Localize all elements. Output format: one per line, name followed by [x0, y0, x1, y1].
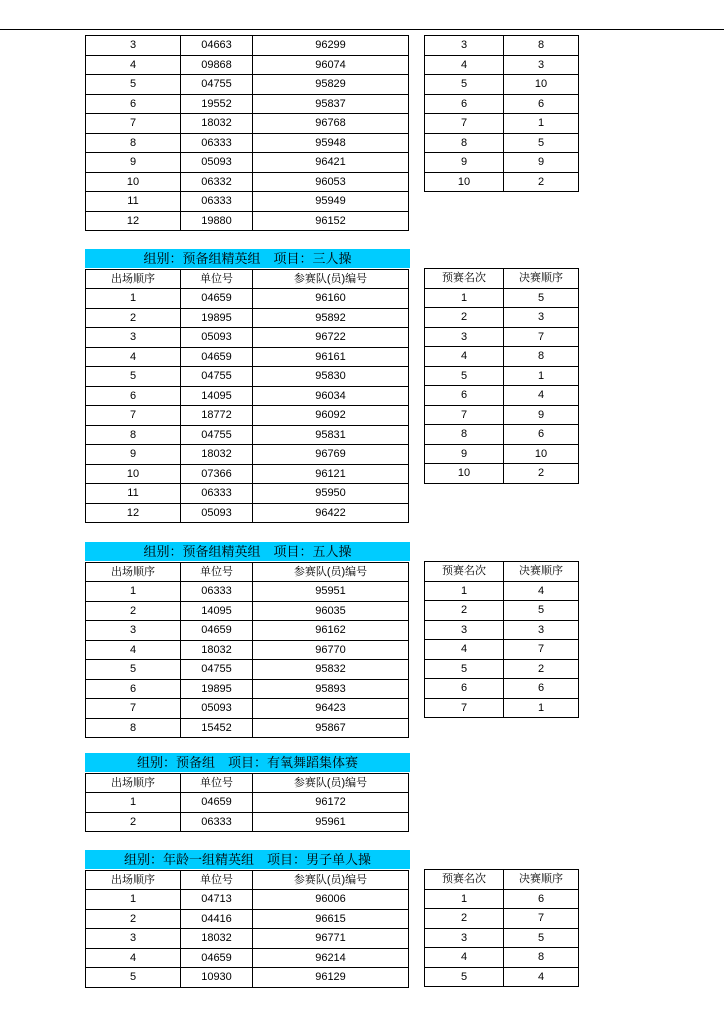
table-row [425, 172, 579, 192]
prelim-rank-cell: 8 [425, 425, 504, 445]
table-row [86, 367, 409, 387]
final-order-cell: 6 [504, 425, 579, 445]
prelim-rank-cell: 5 [425, 75, 504, 95]
unit-number-cell: 06333 [181, 133, 253, 153]
team-number-cell: 95961 [253, 812, 409, 832]
table-row [86, 793, 409, 813]
table-row [86, 406, 409, 426]
table-row [86, 484, 409, 504]
order-cell: 3 [86, 621, 181, 641]
order-cell: 3 [86, 929, 181, 949]
unit-number-cell: 18772 [181, 406, 253, 426]
order-cell: 4 [86, 948, 181, 968]
final-order-cell: 6 [504, 679, 579, 699]
final-order-cell: 5 [504, 288, 579, 308]
table-row [425, 308, 579, 328]
table-row [425, 114, 579, 134]
unit-number-cell: 04755 [181, 367, 253, 387]
unit-number-cell: 05093 [181, 328, 253, 348]
order-cell: 2 [86, 601, 181, 621]
unit-number-cell: 15452 [181, 718, 253, 738]
prelim-rank-cell: 1 [425, 889, 504, 909]
final-order-cell: 3 [504, 55, 579, 75]
table-row [86, 386, 409, 406]
table-row [86, 890, 409, 910]
order-cell: 12 [86, 211, 181, 231]
table-row [86, 503, 409, 523]
final-order-cell: 2 [504, 172, 579, 192]
prelim-rank-cell: 6 [425, 679, 504, 699]
team-number-cell: 96121 [253, 464, 409, 484]
unit-number-cell: 04659 [181, 289, 253, 309]
column-header: 出场顺序 [86, 773, 181, 793]
table-row [86, 133, 409, 153]
unit-number-cell: 06333 [181, 582, 253, 602]
prelim-rank-cell: 7 [425, 114, 504, 134]
rank-table-header [425, 269, 579, 289]
unit-number-cell: 04663 [181, 36, 253, 56]
final-order-cell: 2 [504, 659, 579, 679]
table-row [86, 36, 409, 56]
team-number-cell: 96161 [253, 347, 409, 367]
prelim-rank-cell: 7 [425, 698, 504, 718]
column-header: 单位号 [181, 870, 253, 890]
final-order-cell: 8 [504, 36, 579, 56]
final-order-cell: 4 [504, 967, 579, 987]
order-cell: 1 [86, 793, 181, 813]
order-cell: 2 [86, 909, 181, 929]
unit-number-cell: 04659 [181, 948, 253, 968]
table-row [425, 967, 579, 987]
team-number-cell: 96615 [253, 909, 409, 929]
prelim-rank-cell: 3 [425, 327, 504, 347]
prelim-rank-cell: 7 [425, 405, 504, 425]
table-row [425, 347, 579, 367]
order-cell: 4 [86, 640, 181, 660]
order-cell: 9 [86, 153, 181, 173]
order-cell: 7 [86, 699, 181, 719]
unit-number-cell: 05093 [181, 153, 253, 173]
team-number-cell: 95830 [253, 367, 409, 387]
unit-number-cell: 04755 [181, 425, 253, 445]
order-cell: 5 [86, 75, 181, 95]
unit-number-cell: 19895 [181, 679, 253, 699]
prelim-rank-cell: 4 [425, 55, 504, 75]
order-cell: 5 [86, 367, 181, 387]
order-cell: 10 [86, 464, 181, 484]
entry-table-header [86, 562, 409, 582]
unit-number-cell: 18032 [181, 445, 253, 465]
final-order-cell: 3 [504, 308, 579, 328]
table-row [425, 425, 579, 445]
table-row [425, 327, 579, 347]
page-top-rule [0, 29, 724, 30]
entry-table-header [86, 269, 409, 289]
table-row [425, 133, 579, 153]
team-number-cell: 96160 [253, 289, 409, 309]
table-row [86, 75, 409, 95]
unit-number-cell: 06332 [181, 172, 253, 192]
order-cell: 12 [86, 503, 181, 523]
rank-table-header [425, 562, 579, 582]
table-row [86, 445, 409, 465]
table-row [86, 55, 409, 75]
unit-number-cell: 04416 [181, 909, 253, 929]
final-order-cell: 10 [504, 444, 579, 464]
order-cell: 8 [86, 133, 181, 153]
rank-table [424, 869, 579, 987]
entry-table [85, 35, 409, 231]
table-row [86, 640, 409, 660]
column-header: 参赛队(员)编号 [253, 773, 409, 793]
prelim-rank-cell: 3 [425, 36, 504, 56]
order-cell: 9 [86, 445, 181, 465]
order-cell: 11 [86, 192, 181, 212]
table-row [86, 211, 409, 231]
final-order-cell: 5 [504, 928, 579, 948]
team-number-cell: 96129 [253, 968, 409, 988]
rank-table-header [425, 870, 579, 890]
prelim-rank-cell: 1 [425, 581, 504, 601]
unit-number-cell: 07366 [181, 464, 253, 484]
column-header: 参赛队(员)编号 [253, 269, 409, 289]
team-number-cell: 96074 [253, 55, 409, 75]
unit-number-cell: 18032 [181, 929, 253, 949]
order-cell: 2 [86, 308, 181, 328]
order-cell: 7 [86, 114, 181, 134]
final-order-cell: 7 [504, 640, 579, 660]
table-row [86, 718, 409, 738]
table-row [86, 601, 409, 621]
team-number-cell: 96053 [253, 172, 409, 192]
table-row [425, 55, 579, 75]
prelim-rank-cell: 5 [425, 659, 504, 679]
unit-number-cell: 04755 [181, 660, 253, 680]
unit-number-cell: 04755 [181, 75, 253, 95]
table-row [425, 581, 579, 601]
team-number-cell: 96771 [253, 929, 409, 949]
team-number-cell: 95829 [253, 75, 409, 95]
table-row [425, 366, 579, 386]
unit-number-cell: 06333 [181, 812, 253, 832]
entry-table [85, 562, 409, 739]
table-row [425, 601, 579, 621]
team-number-cell: 95950 [253, 484, 409, 504]
table-row [86, 328, 409, 348]
rank-table [424, 268, 579, 484]
team-number-cell: 95892 [253, 308, 409, 328]
table-row [86, 699, 409, 719]
order-cell: 6 [86, 94, 181, 114]
order-cell: 3 [86, 36, 181, 56]
table-row [86, 968, 409, 988]
order-cell: 8 [86, 718, 181, 738]
final-order-cell: 9 [504, 153, 579, 173]
prelim-rank-cell: 6 [425, 94, 504, 114]
prelim-rank-cell: 6 [425, 386, 504, 406]
table-row [425, 909, 579, 929]
unit-number-cell: 14095 [181, 601, 253, 621]
final-order-cell: 10 [504, 75, 579, 95]
final-order-cell: 5 [504, 601, 579, 621]
final-order-cell: 8 [504, 347, 579, 367]
table-row [425, 889, 579, 909]
order-cell: 11 [86, 484, 181, 504]
prelim-rank-cell: 3 [425, 928, 504, 948]
column-header: 预赛名次 [425, 269, 504, 289]
table-row [86, 929, 409, 949]
final-order-cell: 2 [504, 464, 579, 484]
prelim-rank-cell: 3 [425, 620, 504, 640]
order-cell: 1 [86, 582, 181, 602]
team-number-cell: 95949 [253, 192, 409, 212]
column-header: 参赛队(员)编号 [253, 562, 409, 582]
team-number-cell: 96769 [253, 445, 409, 465]
final-order-cell: 1 [504, 114, 579, 134]
prelim-rank-cell: 10 [425, 172, 504, 192]
final-order-cell: 9 [504, 405, 579, 425]
table-row [86, 660, 409, 680]
order-cell: 1 [86, 289, 181, 309]
prelim-rank-cell: 4 [425, 347, 504, 367]
team-number-cell: 95867 [253, 718, 409, 738]
column-header: 单位号 [181, 773, 253, 793]
table-row [86, 172, 409, 192]
unit-number-cell: 04713 [181, 890, 253, 910]
column-header: 决赛顺序 [504, 562, 579, 582]
unit-number-cell: 04659 [181, 347, 253, 367]
team-number-cell: 96152 [253, 211, 409, 231]
table-row [86, 347, 409, 367]
prelim-rank-cell: 4 [425, 948, 504, 968]
team-number-cell: 96034 [253, 386, 409, 406]
order-cell: 10 [86, 172, 181, 192]
order-cell: 8 [86, 425, 181, 445]
table-row [86, 948, 409, 968]
table-row [425, 153, 579, 173]
table-row [425, 928, 579, 948]
column-header: 出场顺序 [86, 269, 181, 289]
table-row [86, 308, 409, 328]
table-row [86, 812, 409, 832]
unit-number-cell: 19552 [181, 94, 253, 114]
table-row [425, 75, 579, 95]
unit-number-cell: 09868 [181, 55, 253, 75]
prelim-rank-cell: 10 [425, 464, 504, 484]
column-header: 决赛顺序 [504, 870, 579, 890]
column-header: 单位号 [181, 269, 253, 289]
table-row [425, 620, 579, 640]
table-row [86, 192, 409, 212]
unit-number-cell: 18032 [181, 640, 253, 660]
team-number-cell: 95837 [253, 94, 409, 114]
prelim-rank-cell: 9 [425, 444, 504, 464]
final-order-cell: 3 [504, 620, 579, 640]
table-row [425, 288, 579, 308]
team-number-cell: 96092 [253, 406, 409, 426]
column-header: 单位号 [181, 562, 253, 582]
order-cell: 1 [86, 890, 181, 910]
table-row [425, 464, 579, 484]
team-number-cell: 96722 [253, 328, 409, 348]
final-order-cell: 1 [504, 366, 579, 386]
team-number-cell: 95948 [253, 133, 409, 153]
entry-table [85, 269, 409, 524]
unit-number-cell: 19880 [181, 211, 253, 231]
final-order-cell: 6 [504, 94, 579, 114]
section-banner: 组别：预备组精英组 项目：三人操 [85, 249, 410, 268]
entry-table-header [86, 773, 409, 793]
table-row [86, 679, 409, 699]
unit-number-cell: 19895 [181, 308, 253, 328]
unit-number-cell: 10930 [181, 968, 253, 988]
table-row [425, 679, 579, 699]
entry-table [85, 773, 409, 833]
team-number-cell: 96006 [253, 890, 409, 910]
prelim-rank-cell: 9 [425, 153, 504, 173]
prelim-rank-cell: 2 [425, 308, 504, 328]
team-number-cell: 96770 [253, 640, 409, 660]
team-number-cell: 96214 [253, 948, 409, 968]
table-row [425, 948, 579, 968]
final-order-cell: 8 [504, 948, 579, 968]
column-header: 预赛名次 [425, 562, 504, 582]
team-number-cell: 96421 [253, 153, 409, 173]
column-header: 预赛名次 [425, 870, 504, 890]
unit-number-cell: 04659 [181, 793, 253, 813]
column-header: 参赛队(员)编号 [253, 870, 409, 890]
table-row [425, 94, 579, 114]
order-cell: 3 [86, 328, 181, 348]
table-row [86, 621, 409, 641]
final-order-cell: 4 [504, 581, 579, 601]
table-row [425, 405, 579, 425]
section-banner: 组别：预备组 项目：有氧舞蹈集体赛 [85, 753, 410, 772]
rank-table [424, 561, 579, 718]
table-row [425, 36, 579, 56]
prelim-rank-cell: 4 [425, 640, 504, 660]
unit-number-cell: 06333 [181, 484, 253, 504]
unit-number-cell: 05093 [181, 699, 253, 719]
table-row [86, 425, 409, 445]
prelim-rank-cell: 8 [425, 133, 504, 153]
order-cell: 5 [86, 660, 181, 680]
prelim-rank-cell: 2 [425, 909, 504, 929]
team-number-cell: 96299 [253, 36, 409, 56]
team-number-cell: 96422 [253, 503, 409, 523]
column-header: 出场顺序 [86, 562, 181, 582]
final-order-cell: 4 [504, 386, 579, 406]
rank-table [424, 35, 579, 192]
final-order-cell: 5 [504, 133, 579, 153]
table-row [86, 464, 409, 484]
table-row [86, 94, 409, 114]
table-row [86, 582, 409, 602]
prelim-rank-cell: 1 [425, 288, 504, 308]
table-row [86, 153, 409, 173]
unit-number-cell: 04659 [181, 621, 253, 641]
order-cell: 6 [86, 386, 181, 406]
table-row [425, 659, 579, 679]
unit-number-cell: 18032 [181, 114, 253, 134]
team-number-cell: 96768 [253, 114, 409, 134]
column-header: 出场顺序 [86, 870, 181, 890]
final-order-cell: 7 [504, 327, 579, 347]
team-number-cell: 96035 [253, 601, 409, 621]
team-number-cell: 95893 [253, 679, 409, 699]
final-order-cell: 7 [504, 909, 579, 929]
team-number-cell: 95951 [253, 582, 409, 602]
order-cell: 4 [86, 55, 181, 75]
order-cell: 4 [86, 347, 181, 367]
order-cell: 2 [86, 812, 181, 832]
table-row [425, 640, 579, 660]
table-row [86, 909, 409, 929]
entry-table-header [86, 870, 409, 890]
prelim-rank-cell: 5 [425, 366, 504, 386]
section-banner: 组别：预备组精英组 项目：五人操 [85, 542, 410, 561]
table-row [86, 114, 409, 134]
team-number-cell: 95831 [253, 425, 409, 445]
column-header: 决赛顺序 [504, 269, 579, 289]
table-row [86, 289, 409, 309]
unit-number-cell: 06333 [181, 192, 253, 212]
team-number-cell: 95832 [253, 660, 409, 680]
order-cell: 5 [86, 968, 181, 988]
unit-number-cell: 14095 [181, 386, 253, 406]
prelim-rank-cell: 5 [425, 967, 504, 987]
table-row [425, 444, 579, 464]
team-number-cell: 96172 [253, 793, 409, 813]
table-row [425, 386, 579, 406]
final-order-cell: 1 [504, 698, 579, 718]
prelim-rank-cell: 2 [425, 601, 504, 621]
order-cell: 6 [86, 679, 181, 699]
final-order-cell: 6 [504, 889, 579, 909]
table-row [425, 698, 579, 718]
entry-table [85, 870, 409, 988]
team-number-cell: 96423 [253, 699, 409, 719]
team-number-cell: 96162 [253, 621, 409, 641]
unit-number-cell: 05093 [181, 503, 253, 523]
section-banner: 组别：年龄一组精英组 项目：男子单人操 [85, 850, 410, 869]
order-cell: 7 [86, 406, 181, 426]
